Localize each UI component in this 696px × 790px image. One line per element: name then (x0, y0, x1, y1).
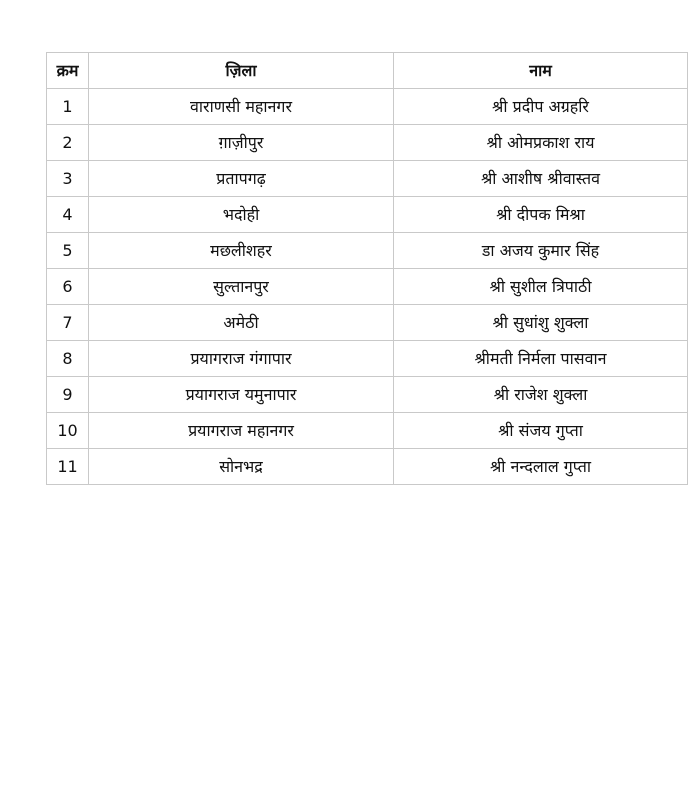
cell-name: श्री सुशील त्रिपाठी (394, 269, 688, 305)
header-serial: क्रम (47, 53, 89, 89)
cell-serial: 10 (47, 413, 89, 449)
cell-serial: 4 (47, 197, 89, 233)
cell-serial: 5 (47, 233, 89, 269)
cell-district: भदोही (89, 197, 394, 233)
cell-district: अमेठी (89, 305, 394, 341)
table-row (47, 413, 688, 449)
cell-name: श्री सुधांशु शुक्ला (394, 305, 688, 341)
cell-name: श्री राजेश शुक्ला (394, 377, 688, 413)
header-district: ज़िला (89, 53, 394, 89)
cell-district: मछलीशहर (89, 233, 394, 269)
table-row (47, 233, 688, 269)
cell-district: ग़ाज़ीपुर (89, 125, 394, 161)
cell-district: प्रतापगढ़ (89, 161, 394, 197)
cell-district: प्रयागराज गंगापार (89, 341, 394, 377)
cell-serial: 11 (47, 449, 89, 485)
document-sheet (46, 52, 687, 485)
table-row (47, 197, 688, 233)
cell-name: श्री नन्दलाल गुप्ता (394, 449, 688, 485)
table-row (47, 377, 688, 413)
cell-district: सुल्तानपुर (89, 269, 394, 305)
table-row (47, 305, 688, 341)
cell-name: श्रीमती निर्मला पासवान (394, 341, 688, 377)
table-row (47, 89, 688, 125)
cell-name: श्री दीपक मिश्रा (394, 197, 688, 233)
table-row (47, 341, 688, 377)
cell-serial: 1 (47, 89, 89, 125)
district-officials-table (46, 52, 688, 485)
table-row (47, 269, 688, 305)
cell-district: प्रयागराज यमुनापार (89, 377, 394, 413)
cell-district: प्रयागराज महानगर (89, 413, 394, 449)
table-header-row (47, 53, 688, 89)
cell-serial: 3 (47, 161, 89, 197)
cell-serial: 2 (47, 125, 89, 161)
cell-district: वाराणसी महानगर (89, 89, 394, 125)
cell-name: श्री संजय गुप्ता (394, 413, 688, 449)
table-row (47, 161, 688, 197)
header-name: नाम (394, 53, 688, 89)
cell-serial: 7 (47, 305, 89, 341)
cell-name: डा अजय कुमार सिंह (394, 233, 688, 269)
table-row (47, 449, 688, 485)
cell-serial: 9 (47, 377, 89, 413)
cell-serial: 8 (47, 341, 89, 377)
cell-name: श्री ओमप्रकाश राय (394, 125, 688, 161)
cell-name: श्री आशीष श्रीवास्तव (394, 161, 688, 197)
cell-district: सोनभद्र (89, 449, 394, 485)
table-row (47, 125, 688, 161)
cell-serial: 6 (47, 269, 89, 305)
cell-name: श्री प्रदीप अग्रहरि (394, 89, 688, 125)
